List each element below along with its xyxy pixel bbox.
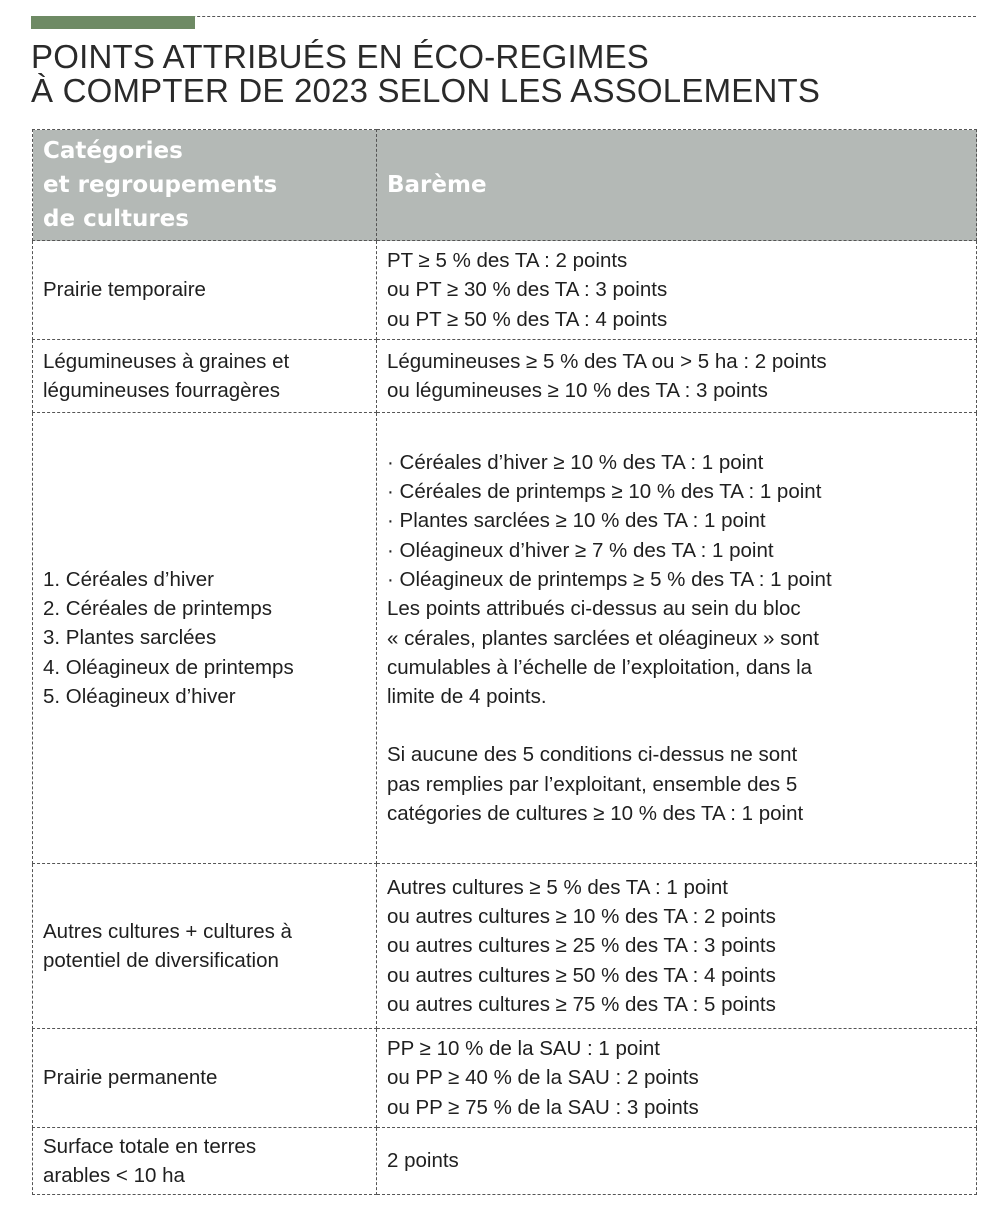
- header-line: et regroupements: [43, 172, 278, 198]
- bareme-line: ou PT ≥ 30 % des TA : 3 points: [387, 278, 668, 302]
- bareme-bullet: · Plantes sarclées ≥ 10 % des TA : 1 point: [387, 509, 766, 533]
- bareme-line: PP ≥ 10 % de la SAU : 1 point: [387, 1037, 660, 1061]
- bareme-line: Autres cultures ≥ 5 % des TA : 1 point: [387, 875, 728, 899]
- bareme-table: [32, 129, 977, 1195]
- title-line-2: À COMPTER DE 2023 SELON LES ASSOLEMENTS: [31, 72, 821, 109]
- bareme-line: PT ≥ 5 % des TA : 2 points: [387, 249, 628, 273]
- category-line: 1. Céréales d’hiver: [43, 567, 214, 591]
- bareme-note-line: Si aucune des 5 conditions ci-dessus ne sont: [387, 743, 798, 767]
- bareme-line: ou autres cultures ≥ 50 % des TA : 4 points: [387, 963, 776, 987]
- bareme-line: ou PP ≥ 75 % de la SAU : 3 points: [387, 1095, 699, 1119]
- bareme-line: 2 points: [387, 1149, 459, 1173]
- header-line: Catégories: [43, 138, 183, 164]
- table-row: [33, 864, 977, 1029]
- category-line: 5. Oléagineux d’hiver: [43, 684, 236, 708]
- bareme-line: ou autres cultures ≥ 25 % des TA : 3 points: [387, 934, 776, 958]
- bareme-bullet: · Céréales de printemps ≥ 10 % des TA : 1 point: [387, 480, 822, 504]
- bareme-bullet: · Oléagineux de printemps ≥ 5 % des TA : 1 point: [387, 567, 832, 591]
- category-cell: [33, 241, 377, 340]
- category-line: potentiel de diversification: [43, 949, 279, 972]
- category-cell: [33, 1128, 377, 1195]
- title-line-1: POINTS ATTRIBUÉS EN ÉCO-REGIMES: [31, 38, 650, 75]
- category-line: Prairie permanente: [43, 1066, 218, 1090]
- bareme-cell: [377, 241, 977, 340]
- header-line: de cultures: [43, 206, 189, 232]
- table-row: [33, 241, 977, 340]
- bareme-cell: [377, 413, 977, 864]
- category-line: Surface totale en terres: [43, 1134, 257, 1158]
- paragraph-gap: [387, 711, 966, 740]
- bareme-note-line: limite de 4 points.: [387, 685, 547, 709]
- bareme-bullet: · Oléagineux d’hiver ≥ 7 % des TA : 1 point: [387, 538, 774, 562]
- category-line: 2. Céréales de printemps: [43, 597, 273, 621]
- bareme-line: ou autres cultures ≥ 10 % des TA : 2 points: [387, 905, 776, 929]
- table-row: [33, 413, 977, 864]
- category-line: Prairie temporaire: [43, 278, 206, 302]
- table-row: [33, 1128, 977, 1195]
- category-line: 3. Plantes sarclées: [43, 626, 217, 650]
- category-cell: [33, 340, 377, 413]
- bareme-note-line: pas remplies par l’exploitant, ensemble des 5: [387, 772, 798, 796]
- category-line: Légumineuses à graines et: [43, 349, 290, 373]
- accent-bar: [31, 16, 195, 29]
- bareme-line: ou légumineuses ≥ 10 % des TA : 3 points: [387, 379, 768, 402]
- bareme-note-line: « cérales, plantes sarclées et oléagineux » sont: [387, 626, 819, 650]
- category-cell: [33, 413, 377, 864]
- bareme-cell: [377, 864, 977, 1029]
- table-header-row: [33, 130, 977, 241]
- category-line: légumineuses fourragères: [43, 379, 281, 402]
- bareme-line: ou PP ≥ 40 % de la SAU : 2 points: [387, 1066, 699, 1090]
- bareme-line: ou autres cultures ≥ 75 % des TA : 5 points: [387, 992, 776, 1016]
- column-header-bareme: Barème: [377, 130, 977, 241]
- category-cell: [33, 864, 377, 1029]
- bareme-line: ou PT ≥ 50 % des TA : 4 points: [387, 307, 668, 331]
- bareme-line: Légumineuses ≥ 5 % des TA ou > 5 ha : 2 points: [387, 349, 827, 373]
- bareme-bullet: · Céréales d’hiver ≥ 10 % des TA : 1 point: [387, 450, 764, 474]
- bareme-note-line: Les points attribués ci-dessus au sein du bloc: [387, 597, 801, 621]
- bareme-cell: [377, 340, 977, 413]
- category-line: 4. Oléagineux de printemps: [43, 655, 294, 679]
- table-row: [33, 1029, 977, 1128]
- bareme-cell: [377, 1029, 977, 1128]
- column-header-categories: [33, 130, 377, 241]
- category-cell: [33, 1029, 377, 1128]
- table-row: [33, 340, 977, 413]
- category-line: Autres cultures + cultures à: [43, 919, 292, 943]
- bareme-note-line: cumulables à l’échelle de l’exploitation, dans la: [387, 655, 813, 679]
- bareme-cell: [377, 1128, 977, 1195]
- bareme-note-line: catégories de cultures ≥ 10 % des TA : 1 point: [387, 801, 804, 825]
- category-line: arables < 10 ha: [43, 1164, 185, 1187]
- page-title: [31, 40, 820, 108]
